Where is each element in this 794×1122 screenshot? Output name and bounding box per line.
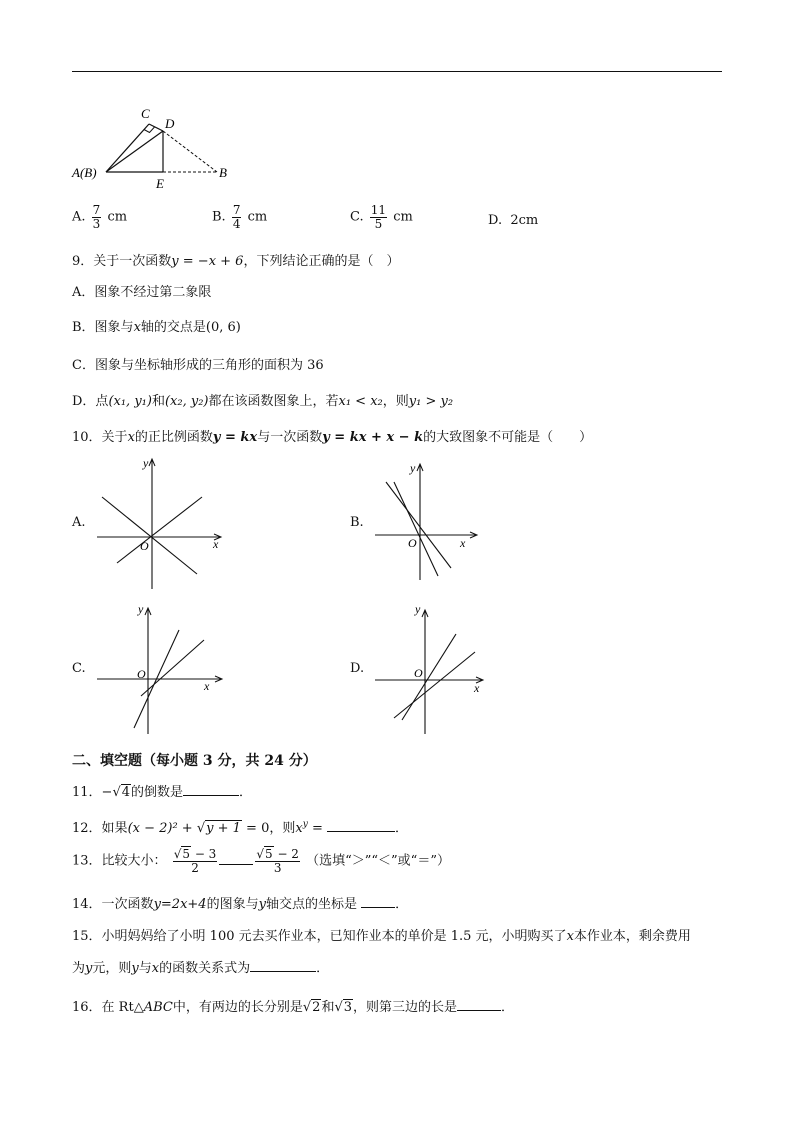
svg-text:x: x bbox=[204, 679, 210, 693]
q12: 12．如果(x − 2)² + √y + 1 = 0，则$x^y$ = ． bbox=[72, 819, 408, 836]
svg-text:x: x bbox=[213, 537, 219, 551]
svg-text:x: x bbox=[460, 536, 466, 550]
svg-text:x: x bbox=[474, 681, 480, 695]
section-2-title: 二、填空题（每小题 3 分，共 24 分） bbox=[72, 753, 317, 769]
label-c: C bbox=[141, 106, 150, 121]
svg-text:y: y bbox=[415, 602, 421, 616]
graph-a-line-1 bbox=[102, 497, 197, 574]
segment-ac bbox=[106, 124, 149, 172]
q9-stem: 9．关于一次函数y = −x + 6，下列结论正确的是（ ） bbox=[72, 254, 400, 269]
q11-answer-blank[interactable] bbox=[183, 783, 239, 796]
q9-option-a: A．图象不经过第二象限 bbox=[72, 285, 212, 300]
q8-option-b: B. $\frac{7}{4}$ cm bbox=[212, 203, 268, 231]
q9-option-b: B．图象与x轴的交点是(0, 6) bbox=[72, 320, 241, 335]
graph-b-line-1 bbox=[386, 482, 451, 568]
q13-answer-blank[interactable] bbox=[219, 852, 253, 865]
label-ab: A(B) bbox=[72, 165, 97, 180]
graph-d-line-1 bbox=[394, 652, 475, 718]
svg-text:y: y bbox=[143, 456, 149, 470]
label-b: B bbox=[219, 165, 227, 180]
q13: 13．比较大小： $\frac{√5 - 3}{2}$ $\frac{√5 - 2}{3}$ （选填“＞”“＜”或“＝”） bbox=[72, 847, 450, 875]
q14: 14．一次函数y=2x+4的图象与y轴交点的坐标是 ． bbox=[72, 897, 409, 912]
q15-line-2: 为y元，则y与x的函数关系式为 ． bbox=[72, 961, 330, 976]
q8-option-c: C. $\frac{11}{5}$ cm bbox=[350, 203, 413, 231]
header-rule bbox=[72, 71, 722, 72]
segment-db-dashed bbox=[163, 131, 217, 172]
graph-d-line-2 bbox=[402, 634, 456, 720]
graph-c-label: C. bbox=[72, 661, 86, 676]
q15-answer-blank[interactable] bbox=[250, 959, 316, 972]
graph-c-line-2 bbox=[141, 640, 204, 696]
label-e: E bbox=[156, 176, 164, 191]
graph-d-label: D. bbox=[350, 661, 365, 676]
segment-cd bbox=[149, 124, 163, 131]
q16: 16．在 Rt△ABC中，有两边的长分别是√2和√3，则第三边的长是 ． bbox=[72, 1000, 515, 1015]
graph-a-line-2 bbox=[117, 497, 202, 563]
q15-line-1: 15．小明妈妈给了小明 100 元去买作业本，已知作业本的单价是 1.5 元，小明购买了x本作业本，剩余费用 bbox=[72, 929, 691, 944]
graph-b-label: B. bbox=[350, 515, 364, 530]
svg-text:y: y bbox=[138, 602, 144, 616]
q8-option-a: A. $\frac{7}{3}$ cm bbox=[72, 203, 128, 231]
svg-text:O: O bbox=[414, 666, 423, 680]
graph-a-label: A. bbox=[72, 515, 86, 530]
q9-option-c: C．图象与坐标轴形成的三角形的面积为 36 bbox=[72, 358, 324, 373]
q14-answer-blank[interactable] bbox=[361, 895, 395, 908]
svg-text:y: y bbox=[410, 461, 416, 475]
triangle-figure bbox=[70, 100, 240, 192]
svg-text:O: O bbox=[137, 667, 146, 681]
q12-answer-blank[interactable] bbox=[327, 819, 395, 832]
graph-d bbox=[372, 600, 487, 735]
graph-b-line-2 bbox=[394, 482, 438, 576]
segment-ad bbox=[106, 131, 163, 172]
graph-a bbox=[94, 453, 229, 591]
q10-stem: 10．关于x的正比例函数y = kx与一次函数y = kx + x − k的大致图象不可能是（ ） bbox=[72, 430, 593, 445]
svg-text:O: O bbox=[140, 539, 149, 553]
graph-b bbox=[372, 458, 482, 583]
label-d: D bbox=[165, 116, 175, 131]
q11: 11．−√4的倒数是 ． bbox=[72, 785, 253, 800]
graph-c bbox=[94, 600, 229, 735]
q16-answer-blank[interactable] bbox=[457, 998, 501, 1011]
q9-option-d: D．点(x₁, y₁)和(x₂, y₂)都在该函数图象上，若x₁ < x₂，则y₁ > y₂ bbox=[72, 394, 454, 409]
svg-text:O: O bbox=[408, 536, 417, 550]
q8-option-d: D. 2cm bbox=[488, 213, 539, 228]
